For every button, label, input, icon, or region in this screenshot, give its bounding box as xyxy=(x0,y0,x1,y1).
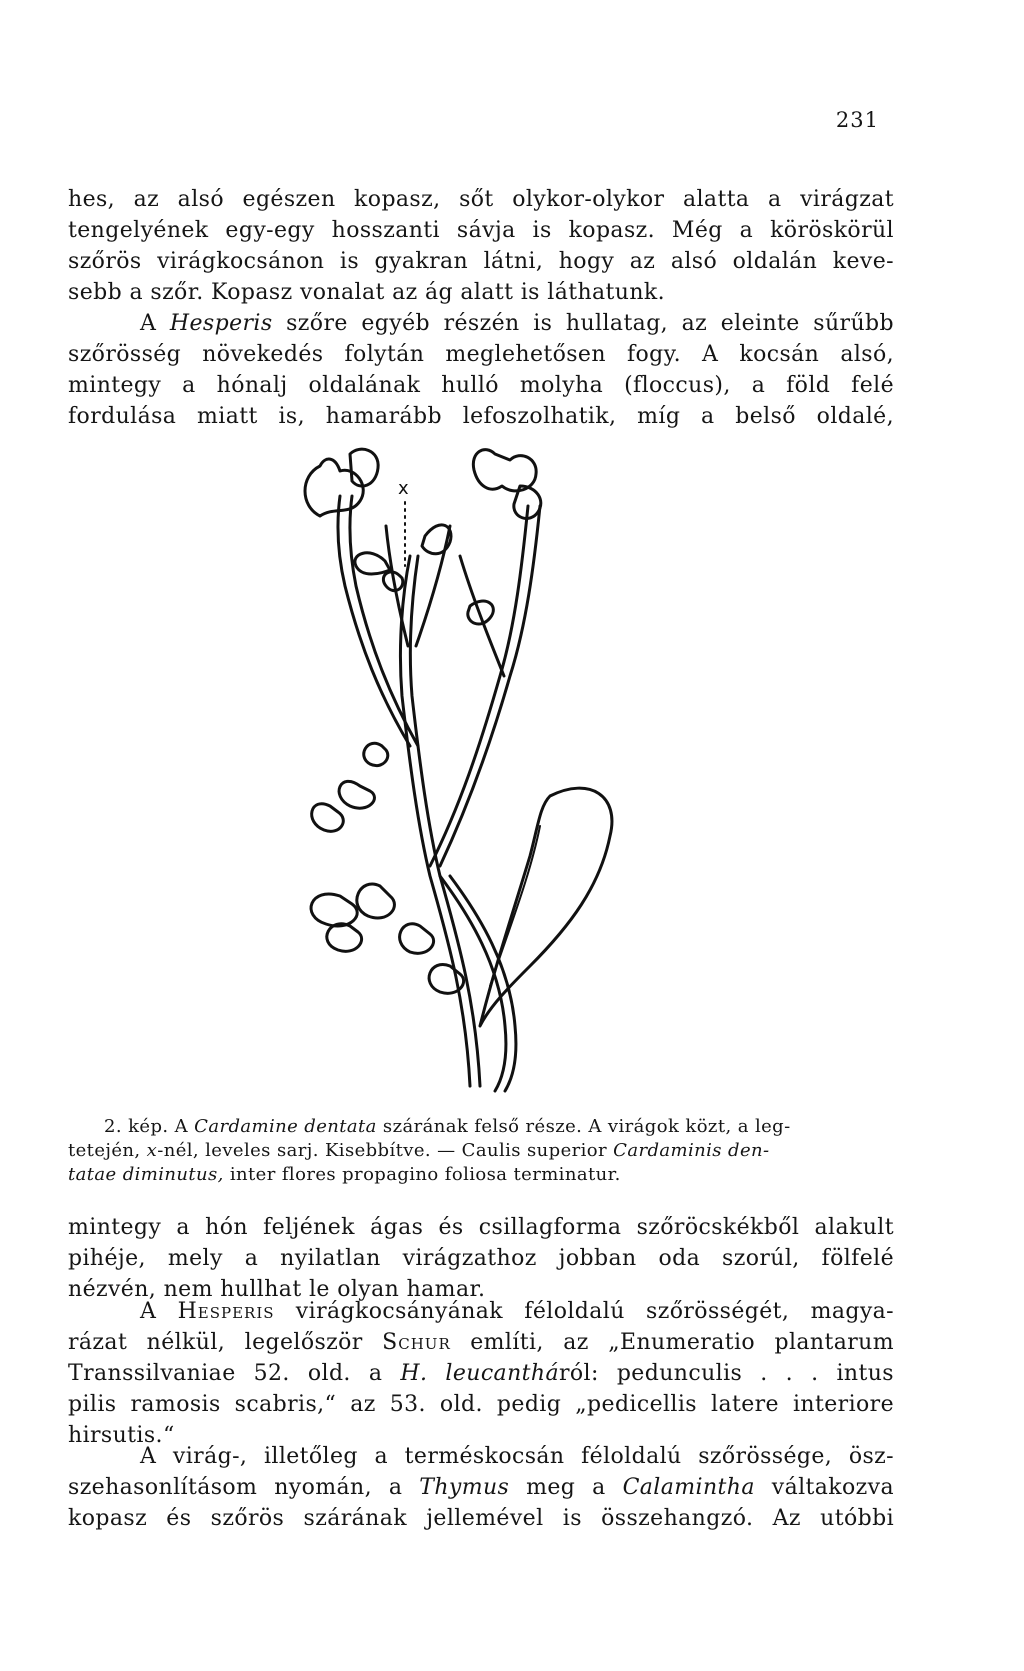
leaf xyxy=(400,924,434,954)
text-line: fordulása miatt is, hamarább lefoszolhatik, míg a belső oldalé, xyxy=(68,404,894,429)
text-line: pihéje, mely a nyilatlan virágzathoz jobban oda szorúl, fölfelé xyxy=(68,1246,894,1271)
text-line: kopasz és szőrös szárának jellemével is összehangzó. Az utóbbi xyxy=(68,1506,894,1531)
flower xyxy=(473,450,536,491)
leaf xyxy=(327,924,362,952)
paragraph-2 xyxy=(68,1212,894,1305)
text-line: A Hesperis szőre egyéb részén is hullatag, az eleinte sűrűbb xyxy=(140,311,895,336)
text-line: tengelyének egy-egy hosszanti sávja is kopasz. Még a köröskörül xyxy=(68,218,894,243)
paragraph-3 xyxy=(68,1296,894,1451)
text-line: szőrös virágkocsánon is gyakran látni, hogy az alsó oldalán keve- xyxy=(68,249,894,274)
caption-line: 2. kép. A Cardamine dentata szárának felső része. A virágok közt, a leg- xyxy=(104,1116,791,1137)
text-line: szehasonlításom nyomán, a Thymus meg a Calamintha váltakozva xyxy=(68,1475,894,1500)
text-line: hirsutis.“ xyxy=(68,1423,175,1448)
text-line: A Hesperis virágkocsányának féloldalú szőrösségét, magya- xyxy=(140,1299,895,1324)
taxon-name: tatae diminutus, xyxy=(68,1164,224,1185)
branch xyxy=(430,506,528,866)
figure-caption xyxy=(68,1115,898,1187)
text-line: Transsilvaniae 52. old. a H. leucantháról: pedunculis . . . intus xyxy=(68,1361,895,1386)
taxon-name: Hesperis xyxy=(169,311,273,336)
text-line: A virág-, illetőleg a terméskocsán féloldalú szőrössége, ösz- xyxy=(140,1444,894,1469)
text-line: mintegy a hón feljének ágas és csillagforma szőröcskékből alakult xyxy=(68,1215,894,1240)
text-line: nézvén, nem hullhat le olyan hamar. xyxy=(68,1277,486,1302)
caption-line: tetején, x-nél, leveles sarj. Kisebbítve. — Caulis superior Cardaminis den- xyxy=(68,1140,770,1161)
text-line: hes, az alsó egészen kopasz, sőt olykor-olykor alatta a virágzat xyxy=(68,187,894,212)
leaf xyxy=(364,743,388,765)
author-name: Schur xyxy=(382,1330,451,1355)
leaf xyxy=(355,553,390,574)
flower xyxy=(305,459,363,516)
leaf xyxy=(339,781,374,808)
leaf xyxy=(429,964,464,993)
text-line: mintegy a hónalj oldalának hulló molyha (floccus), a föld felé xyxy=(68,373,894,398)
caption-line: tatae diminutus, inter flores propagino foliosa terminatur. xyxy=(68,1164,621,1185)
text-line: sebb a szőr. Kopasz vonalat az ág alatt is láthatunk. xyxy=(68,280,666,305)
paragraph-1 xyxy=(68,184,894,432)
text-line: pilis ramosis scabris,“ az 53. old. pedig „pedicellis latere interiore xyxy=(68,1392,894,1417)
botanical-illustration xyxy=(290,446,690,1106)
taxon-name: Hesperis xyxy=(177,1299,275,1324)
leaf xyxy=(311,894,357,926)
flower xyxy=(350,449,378,486)
taxon-name: Cardamine dentata xyxy=(194,1116,377,1137)
paragraph-4 xyxy=(68,1441,894,1534)
taxon-name: Cardaminis den- xyxy=(613,1140,770,1161)
text-line: rázat nélkül, legelőször Schur említi, az „Enumeratio plantarum xyxy=(68,1330,895,1355)
page-number: 231 xyxy=(835,108,879,132)
taxon-name: H. leucanthá xyxy=(400,1361,559,1386)
leaf xyxy=(357,884,395,918)
taxon-name: Calamintha xyxy=(622,1475,755,1500)
leaf xyxy=(312,804,344,832)
text-line: szőrösség növekedés folytán meglehetősen fogy. A kocsán alsó, xyxy=(68,342,894,367)
figure-marker: x xyxy=(398,478,409,499)
taxon-name: Thymus xyxy=(419,1475,510,1500)
